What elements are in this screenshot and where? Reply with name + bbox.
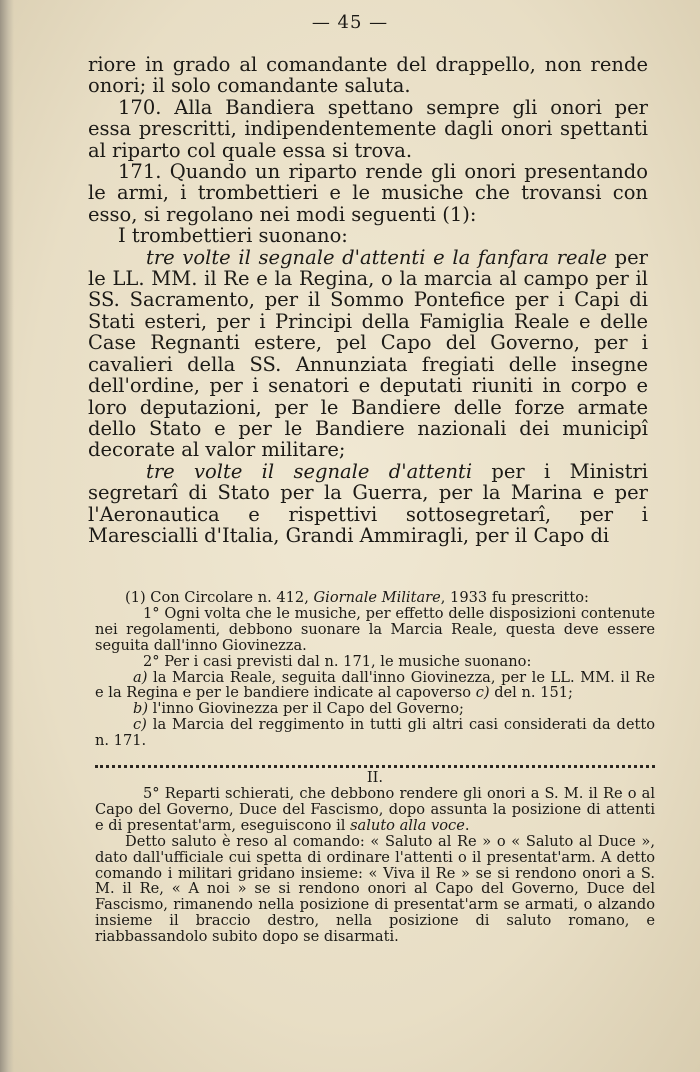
footnote-text: , 1933 fu prescritto: [440,589,589,606]
paragraph-trombettieri: I trombettieri suonano: [118,224,348,248]
footnote-section-heading: II. [366,769,384,787]
footnote-text: 5° Reparti schierati, che debbono rendere gli onori a S. M. il Re o al Capo del Governo, Duce del Fascismo, dopo assunta la posizione di attenti e di presentat'arm, eseguiscono il [95,784,655,834]
italic-phrase: Giornale Militare [313,589,441,606]
item-letter: b) [133,700,149,718]
footnote-point-2: 2° Per i casi previsti dal n. 171, le musiche suonano: [143,652,532,670]
italic-phrase: saluto alla voce [350,816,465,834]
footnote-block [95,590,655,945]
paragraph-continuation: riore in grado al comandante del drappello, non rende onori; il solo comandante saluta. [88,53,648,98]
footnote-item-b [95,701,655,717]
footnote-saluto: Detto saluto è reso al comando: « Saluto al Re » o « Saluto al Duce », dato dall'ufficiale cui spetta di ordinare l'attenti o il presentat'arm. A detto comando i militari gridano insieme: « Viva il Re » se si rendono onori a S. M. il Re, « A noi » se si rendono onori al Capo del Governo, Duce del Fascismo, rimanendo nella posizione di presentat'arm se armati, o alzando insieme il braccio destro, nella posizione di saluto romano, e riabbassandolo subito dopo se disarmati. [95,832,655,946]
paragraph-171: 171. Quando un riparto rende gli onori presentando le armi, i trombettieri e le musiche che trovansi con esso, si regolano nei modi seguenti (1): [88,160,648,226]
footnote-text: l'inno Giovinezza per il Capo del Governo; [148,700,464,718]
dotted-separator [95,753,655,768]
paragraph-text: per i Ministri segretarî di Stato per la Guerra, per la Marina e per l'Aeronautica e rispettivi sottosegretarî, per i Marescialli d'Italia, Grandi Ammiragli, per il Capo di [88,459,649,547]
item-letter: a) [133,668,148,686]
book-gutter-shadow [0,0,14,1072]
item-letter: c) [133,716,147,734]
footnote-intro [95,590,655,606]
item-letter: c) [475,684,490,702]
footnote-text: la Marcia del reggimento in tutti gli altri casi considerati da detto n. 171. [95,716,655,750]
page-number: — 45 — [311,12,389,33]
paragraph-text: per le LL. MM. il Re e la Regina, o la marcia al campo per il SS. Sacramento, per il Sommo Pontefice per i Capi di Stati esteri, per i Principi della Famiglia Reale e delle Case Regnanti estere, pel Capo del Governo, per i cavalieri della SS. Annunziata fregiati delle insegne dell'ordine, per i senatori e deputati riuniti in corpo e loro deputazioni, per le Bandiere delle forze armate dello Stato e per le Bandiere nazionali dei municipî decorate al valor militare; [88,245,649,462]
footnote-point-1: 1° Ogni volta che le musiche, per effetto delle disposizioni contenute nei regolamenti, debbono suonare la Marcia Reale, questa deve essere seguita dall'inno Giovinezza. [95,604,655,654]
main-text [88,54,648,546]
footnote-item-c [95,717,655,749]
paragraph-170: 170. Alla Bandiera spettano sempre gli onori per essa prescritti, indipendentemente dagli onori spettanti al riparto col quale essa si trova. [88,95,648,162]
paragraph-segnale-attenti [88,461,648,547]
footnote-text: del n. 151; [489,684,573,702]
footnote-item-a [95,670,655,702]
italic-phrase: tre volte il segnale d'attenti e la fanfara reale [146,245,607,269]
footnote-point-5 [95,786,655,834]
paragraph-fanfara-reale [88,247,648,461]
footnote-text: (1) Con Circolare n. 412, [125,589,314,606]
italic-phrase: tre volte il segnale d'attenti [146,459,473,483]
footnote-text: . [464,816,470,834]
footnote-text: la Marcia Reale, seguita dall'inno Giovinezza, per le LL. MM. il Re e la Regina e per le bandiere indicate al capoverso [95,668,655,702]
